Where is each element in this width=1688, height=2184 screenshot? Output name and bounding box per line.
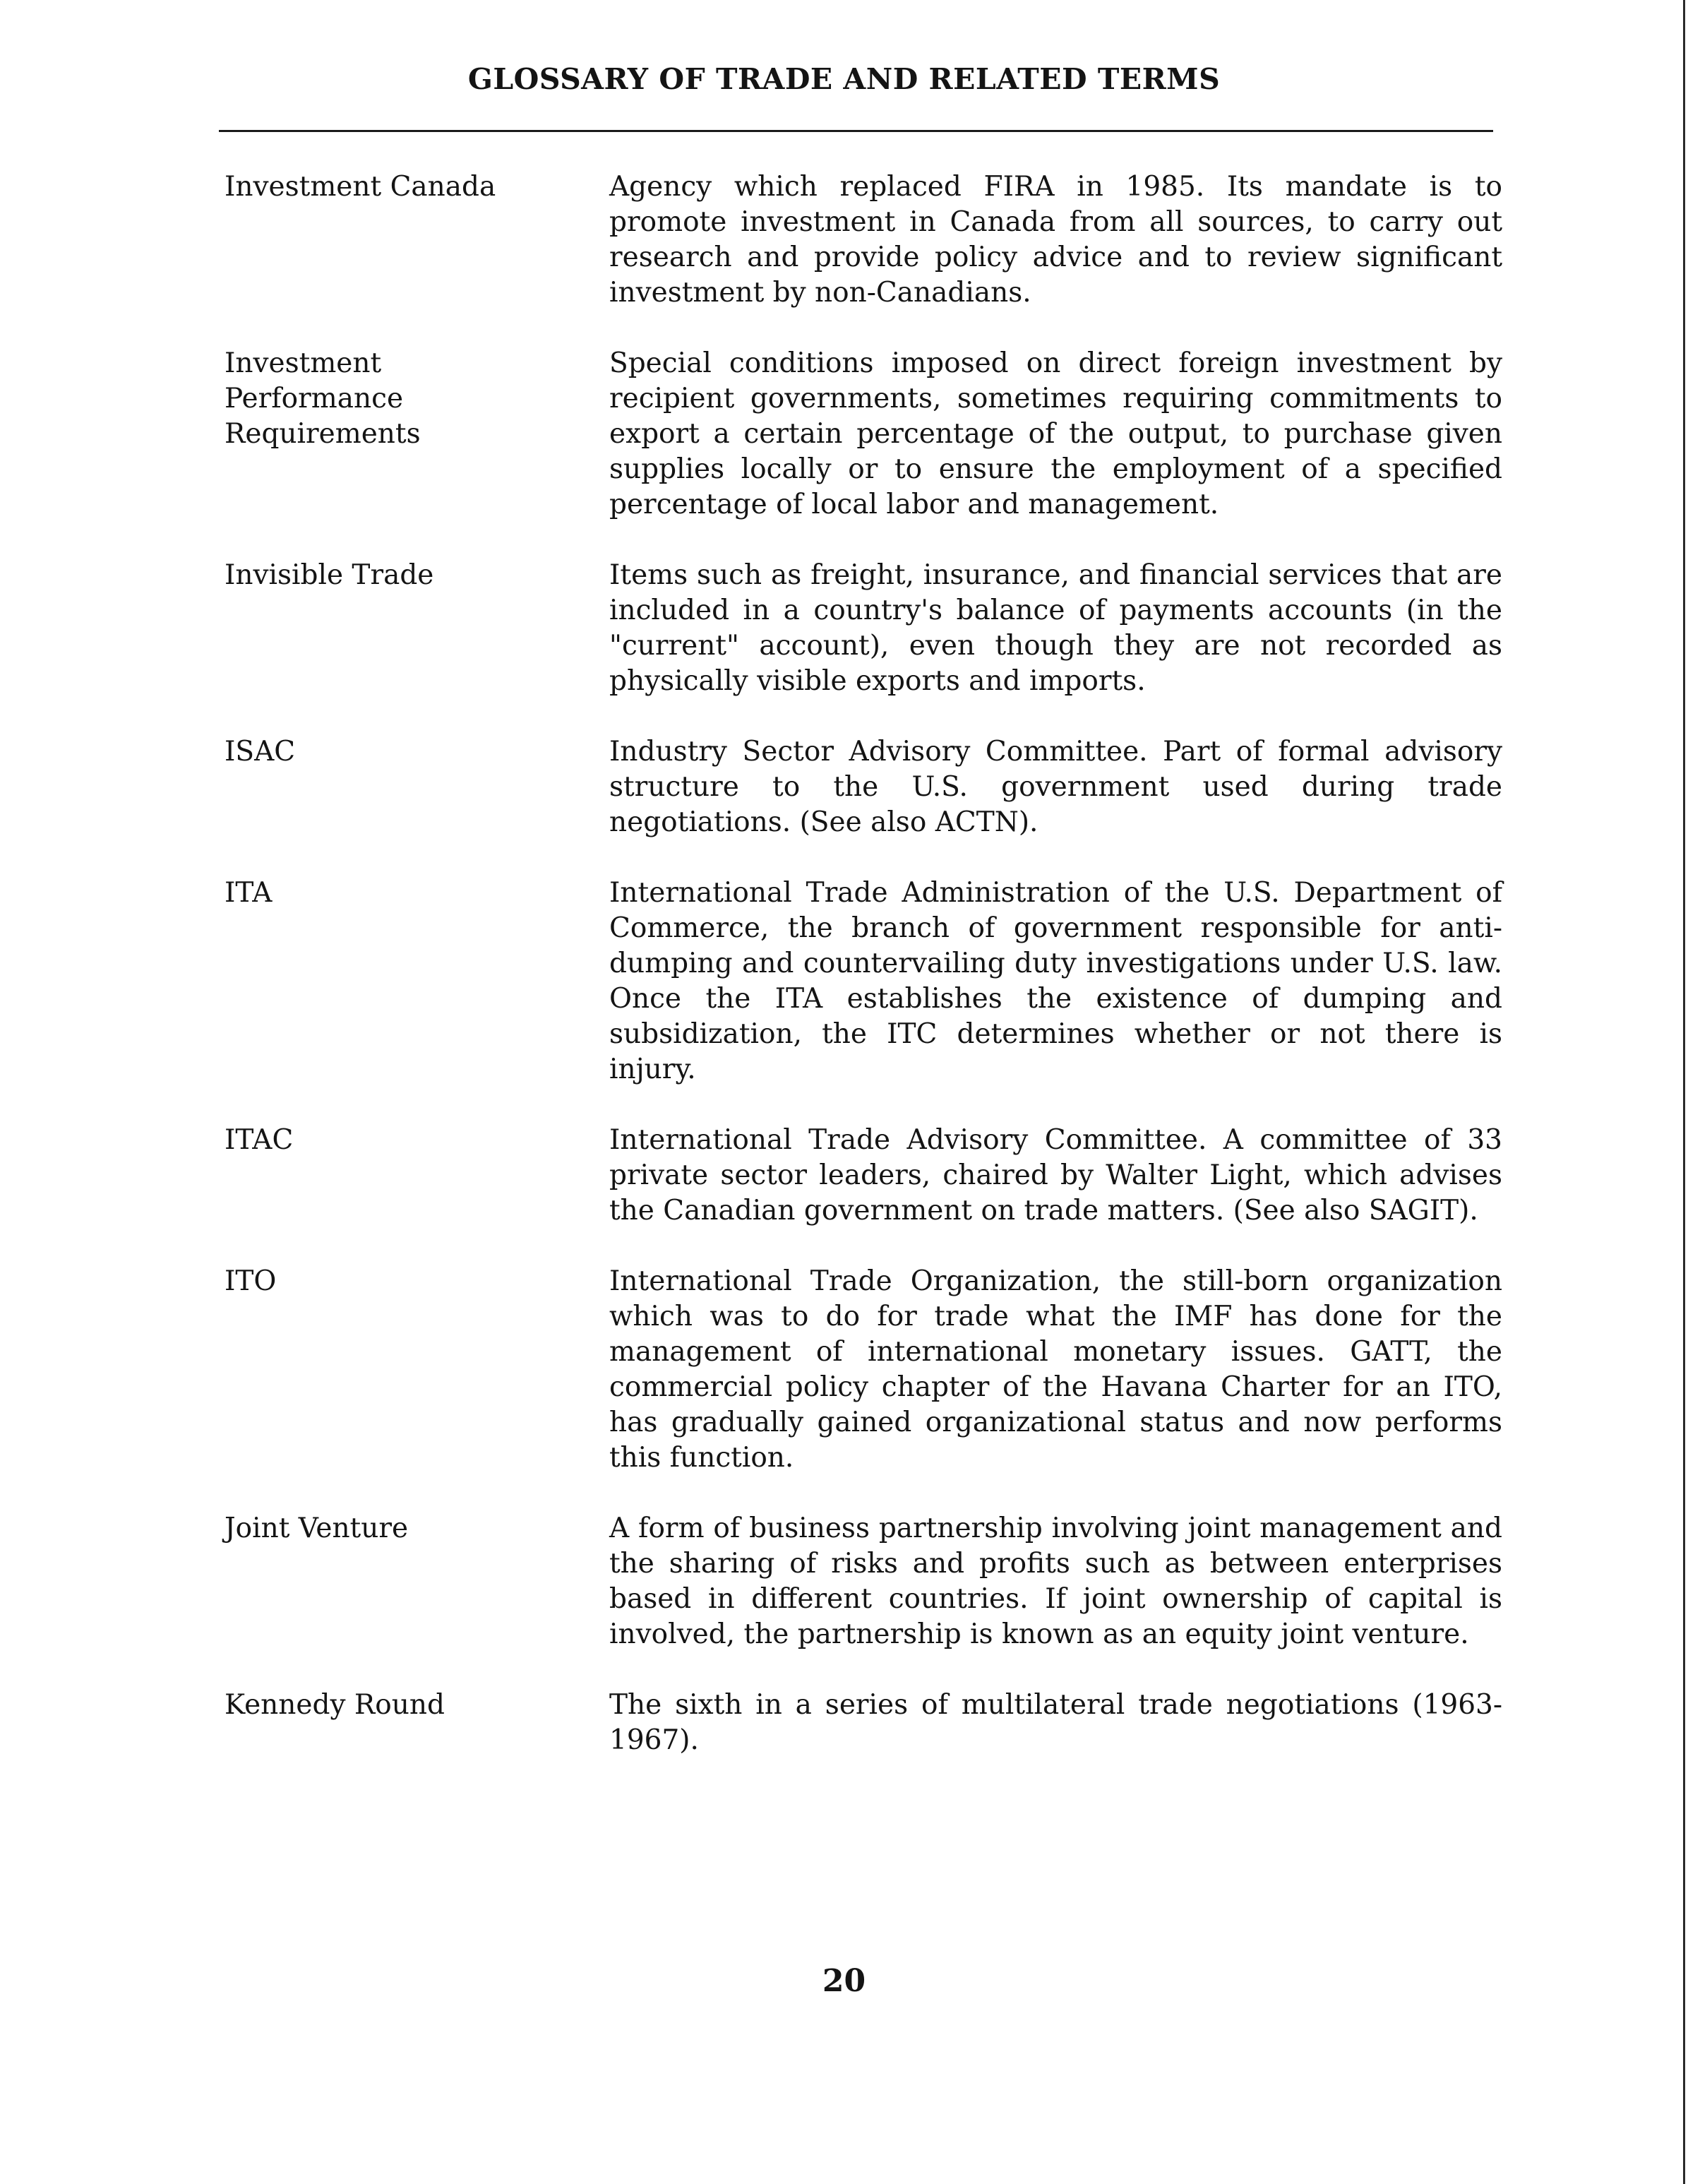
- glossary-entry: [225, 1264, 1502, 1476]
- glossary-term: Joint Venture: [225, 1512, 409, 1544]
- glossary-definition: Items such as freight, insurance, and financial services that are included in a country's balance of payments accounts (in the "current" account), even though they are not recorded as physically visible exports and imports.: [609, 559, 1502, 697]
- glossary-term: ITA: [225, 877, 273, 909]
- glossary-term: ISAC: [225, 736, 296, 768]
- glossary-entry: [225, 169, 1502, 311]
- glossary-term: Invisible Trade: [225, 559, 434, 591]
- glossary-definition: Industry Sector Advisory Committee. Part of formal advisory structure to the U.S. government used during trade negotiations. (See also ACTN).: [609, 736, 1502, 838]
- glossary-definition: International Trade Organization, the still-born organization which was to do for trade what the IMF has done for the management of international monetary issues. GATT, the commercial policy chapter of the Havana Charter for an ITO, has gradually gained organizational status and now performs this function.: [609, 1265, 1502, 1474]
- glossary-definition: Agency which replaced FIRA in 1985. Its mandate is to promote investment in Canada from all sources, to carry out research and provide policy advice and to review significant investment by non-Canadians.: [609, 171, 1502, 309]
- glossary-definition: Special conditions imposed on direct foreign investment by recipient governments, sometimes requiring commitments to export a certain percentage of the output, to purchase given supplies locally or to ensure the employment of a specified percentage of local labor and management.: [609, 347, 1502, 520]
- glossary-entry: [225, 876, 1502, 1087]
- page-title: GLOSSARY OF TRADE AND RELATED TERMS: [467, 62, 1221, 96]
- glossary-term: Kennedy Round: [225, 1689, 445, 1721]
- glossary-list: [225, 169, 1502, 1794]
- glossary-entry: [225, 1511, 1502, 1652]
- glossary-term: ITO: [225, 1265, 277, 1297]
- scan-edge-line: [1683, 0, 1685, 2184]
- title-divider: [219, 130, 1493, 132]
- glossary-entry: [225, 1688, 1502, 1758]
- page-number: 20: [822, 1963, 866, 1999]
- glossary-definition: The sixth in a series of multilateral trade negotiations (1963-1967).: [609, 1689, 1502, 1756]
- glossary-entry: [225, 558, 1502, 699]
- glossary-definition: International Trade Advisory Committee. A committee of 33 private sector leaders, chaired by Walter Light, which advises the Canadian government on trade matters. (See also SAGIT).: [609, 1124, 1502, 1227]
- glossary-definition: International Trade Administration of the U.S. Department of Commerce, the branch of government responsible for anti-dumping and countervailing duty investigations under U.S. law. Once the ITA establishes the existence of dumping and subsidization, the ITC determines whether or not there is injury.: [609, 877, 1502, 1085]
- glossary-term: ITAC: [225, 1124, 294, 1156]
- glossary-entry: [225, 734, 1502, 840]
- glossary-definition: A form of business partnership involving joint management and the sharing of risks and profits such as between enterprises based in different countries. If joint ownership of capital is involved, the partnership is known as an equity joint venture.: [609, 1512, 1502, 1650]
- glossary-entry: [225, 1123, 1502, 1229]
- glossary-term: Investment Canada: [225, 171, 496, 203]
- glossary-entry: [225, 346, 1502, 523]
- glossary-term: Investment Performance Requirements: [225, 347, 421, 450]
